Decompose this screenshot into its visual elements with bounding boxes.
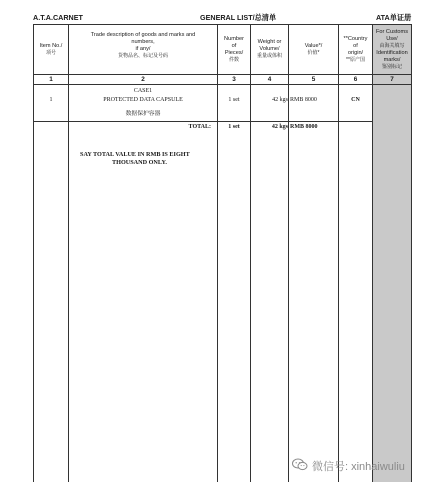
column-number-5: 5 (311, 76, 316, 83)
row-weight: 42 kgs (272, 97, 288, 103)
row-pieces: 1 set (228, 97, 240, 103)
header-customs: For Customs Use/ 由海关填写 Identification marks/ 鉴别标记 (375, 28, 408, 70)
header-value: Value*/ 价值* (304, 42, 323, 56)
number-row-rule (33, 84, 412, 85)
column-number-3: 3 (232, 76, 236, 83)
column-number-6: 6 (353, 76, 358, 83)
col-rule-5 (338, 24, 339, 482)
col-rule-3 (250, 24, 251, 482)
carnet-title: A.T.A.CARNET (33, 13, 83, 22)
total-value: RMB 8000 (290, 124, 318, 130)
column-number-1: 1 (49, 76, 53, 83)
say-total-line-1: SAY TOTAL VALUE IN RMB IS EIGHT (80, 151, 190, 158)
row-description-name: PROTECTED DATA CAPSULE (103, 97, 183, 103)
col-rule-left (33, 24, 34, 482)
header-item-no: Item No./ 项号 (39, 42, 63, 56)
total-label: TOTAL: (188, 124, 211, 130)
row-description-case: CASE1 (133, 88, 153, 94)
total-pieces: 1 set (228, 124, 240, 130)
header-pieces: Number of Pieces/ 件数 (224, 35, 244, 63)
wechat-icon (292, 458, 308, 474)
total-weight: 42 kgs (271, 124, 288, 130)
column-number-2: 2 (141, 76, 145, 83)
customs-use-column (372, 24, 412, 482)
ata-title: ATA单证册 (376, 13, 412, 22)
col-rule-4 (288, 24, 289, 482)
watermark-text: 微信号: xinhaiwuliu (312, 461, 405, 473)
say-total-line-2: THOUSAND ONLY. (112, 159, 167, 166)
col-rule-6 (372, 24, 373, 482)
column-number-4: 4 (267, 76, 272, 83)
row-description-cn: 数据保护容器 (125, 111, 161, 117)
row-item-number: 1 (49, 97, 53, 103)
row-origin: CN (351, 97, 360, 103)
header-weight: Weight or Volume/ 重量或体积 (256, 39, 282, 59)
row-value: RMB 8000 (290, 97, 317, 103)
col-rule-right (411, 24, 412, 482)
wechat-watermark (292, 458, 405, 474)
col-rule-2 (217, 24, 218, 482)
header-origin: **Country of origin/ **原产国 (343, 35, 368, 63)
header-description: Trade description of goods and marks and numbers, if any/ 货物品名、标记及号码 (90, 32, 196, 59)
column-number-7: 7 (390, 76, 394, 83)
general-list-title: GENERAL LIST/总清单 (200, 13, 277, 22)
total-row-top-rule (33, 121, 372, 122)
